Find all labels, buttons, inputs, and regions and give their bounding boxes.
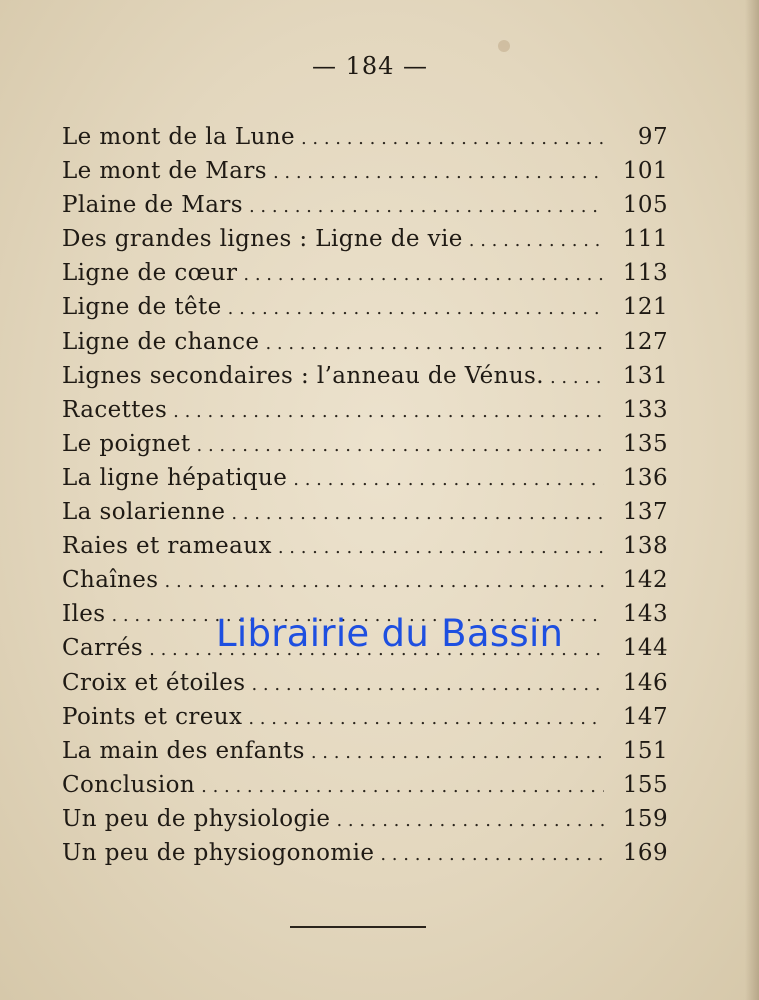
dot-leader <box>248 708 604 729</box>
dot-leader <box>265 333 604 354</box>
toc-entry-ligne-de-chance <box>62 329 668 363</box>
toc-entry-racettes <box>62 397 668 431</box>
toc-entry-page: 144 <box>622 635 668 662</box>
dot-leader <box>380 844 604 865</box>
toc-entry-le-poignet <box>62 431 668 465</box>
dot-leader <box>301 128 604 149</box>
dot-leader <box>469 230 604 251</box>
toc-entry-page: 136 <box>622 464 668 491</box>
toc-entry-title: La main des enfants <box>62 737 305 764</box>
toc-entry-page: 135 <box>622 430 668 457</box>
toc-entry-page: 127 <box>622 328 668 355</box>
toc-entry-un-peu-de-physiologie <box>62 806 668 840</box>
toc-entry-title: Des grandes lignes : Ligne de vie <box>62 226 463 253</box>
dot-leader <box>197 435 604 456</box>
toc-entry-conclusion <box>62 772 668 806</box>
toc-entry-page: 151 <box>622 737 668 764</box>
toc-entry-title: Ligne de tête <box>62 294 222 321</box>
toc-entry-title: Racettes <box>62 396 168 423</box>
toc-entry-title: Le mont de la Lune <box>62 124 295 150</box>
toc-entry-un-peu-de-physiogonomie <box>62 840 668 874</box>
toc-entry-la-ligne-hepatique <box>62 465 668 499</box>
dot-leader <box>249 196 604 217</box>
watermark: Librairie du Bassin <box>216 612 564 655</box>
toc-entry-page: 105 <box>622 192 668 219</box>
dot-leader <box>550 367 604 388</box>
toc-entry-page: 169 <box>622 839 668 866</box>
toc-entry-page: 121 <box>622 294 668 321</box>
dot-leader <box>251 674 604 695</box>
toc-entry-croix-et-etoiles <box>62 670 668 704</box>
toc-entry-la-solarienne <box>62 499 668 533</box>
toc-entry-page: 111 <box>622 226 668 253</box>
toc-entry-plaine-de-mars <box>62 192 668 226</box>
toc-entry-raies-et-rameaux <box>62 533 668 567</box>
toc-entry-title: Ligne de cœur <box>62 260 238 287</box>
toc-entry-page: 146 <box>622 669 668 696</box>
toc-entry-title: Un peu de physiologie <box>62 805 331 832</box>
toc-entry-page: 131 <box>622 362 668 389</box>
toc-entry-title: Lignes secondaires : l’anneau de Vénus. <box>62 362 544 389</box>
toc-entry-title: Raies et rameaux <box>62 533 272 560</box>
dot-leader <box>173 401 604 422</box>
toc-entry-ligne-de-tete <box>62 294 668 328</box>
toc-entry-title: Croix et étoiles <box>62 669 246 696</box>
toc-entry-title: Conclusion <box>62 771 196 798</box>
toc-entry-page: 133 <box>622 396 668 423</box>
toc-entry-page: 159 <box>622 805 668 832</box>
dot-leader <box>243 264 604 285</box>
dot-leader <box>278 537 604 558</box>
toc-entry-title: Le poignet <box>62 430 191 457</box>
toc-entry-title: Ligne de chance <box>62 328 260 355</box>
toc-entry-points-et-creux <box>62 704 668 738</box>
dot-leader <box>336 810 604 831</box>
dot-leader <box>165 571 604 592</box>
dot-leader <box>311 742 604 763</box>
toc-entry-title: La solarienne <box>62 499 226 526</box>
toc-entry-page: 143 <box>622 601 668 628</box>
toc-entry-page: 101 <box>622 158 668 185</box>
toc-entry-ligne-de-coeur <box>62 260 668 294</box>
toc-entry-page: 142 <box>622 567 668 594</box>
paper-stain <box>498 40 510 52</box>
dot-leader <box>293 469 604 490</box>
dot-leader <box>231 503 604 524</box>
toc-entry-le-mont-de-la-lune <box>62 124 668 158</box>
dot-leader <box>228 298 604 319</box>
toc-entry-title: Le mont de Mars <box>62 158 267 185</box>
end-rule-divider <box>290 926 426 928</box>
table-of-contents <box>62 124 668 874</box>
toc-entry-title: Points et creux <box>62 703 243 730</box>
toc-entry-title: Chaînes <box>62 567 159 594</box>
page-number: — 184 — <box>311 52 429 80</box>
toc-entry-title: Carrés <box>62 635 144 662</box>
toc-entry-page: 138 <box>622 533 668 560</box>
toc-entry-page: 155 <box>622 771 668 798</box>
toc-entry-title: Iles <box>62 601 106 628</box>
toc-entry-page: 147 <box>622 703 668 730</box>
toc-entry-title: Un peu de physiogonomie <box>62 839 375 866</box>
toc-entry-la-main-des-enfants <box>62 738 668 772</box>
toc-entry-le-mont-de-mars <box>62 158 668 192</box>
toc-entry-chaines <box>62 567 668 601</box>
dot-leader <box>201 776 604 797</box>
page-edge-shadow <box>745 0 759 1000</box>
toc-entry-title: Plaine de Mars <box>62 192 243 219</box>
toc-entry-page: 97 <box>637 124 668 150</box>
toc-entry-page: 137 <box>622 499 668 526</box>
toc-entry-ligne-de-vie <box>62 226 668 260</box>
toc-entry-page: 113 <box>622 260 668 287</box>
toc-entry-lignes-secondaires <box>62 363 668 397</box>
dot-leader <box>273 162 604 183</box>
toc-entry-title: La ligne hépatique <box>62 464 288 491</box>
